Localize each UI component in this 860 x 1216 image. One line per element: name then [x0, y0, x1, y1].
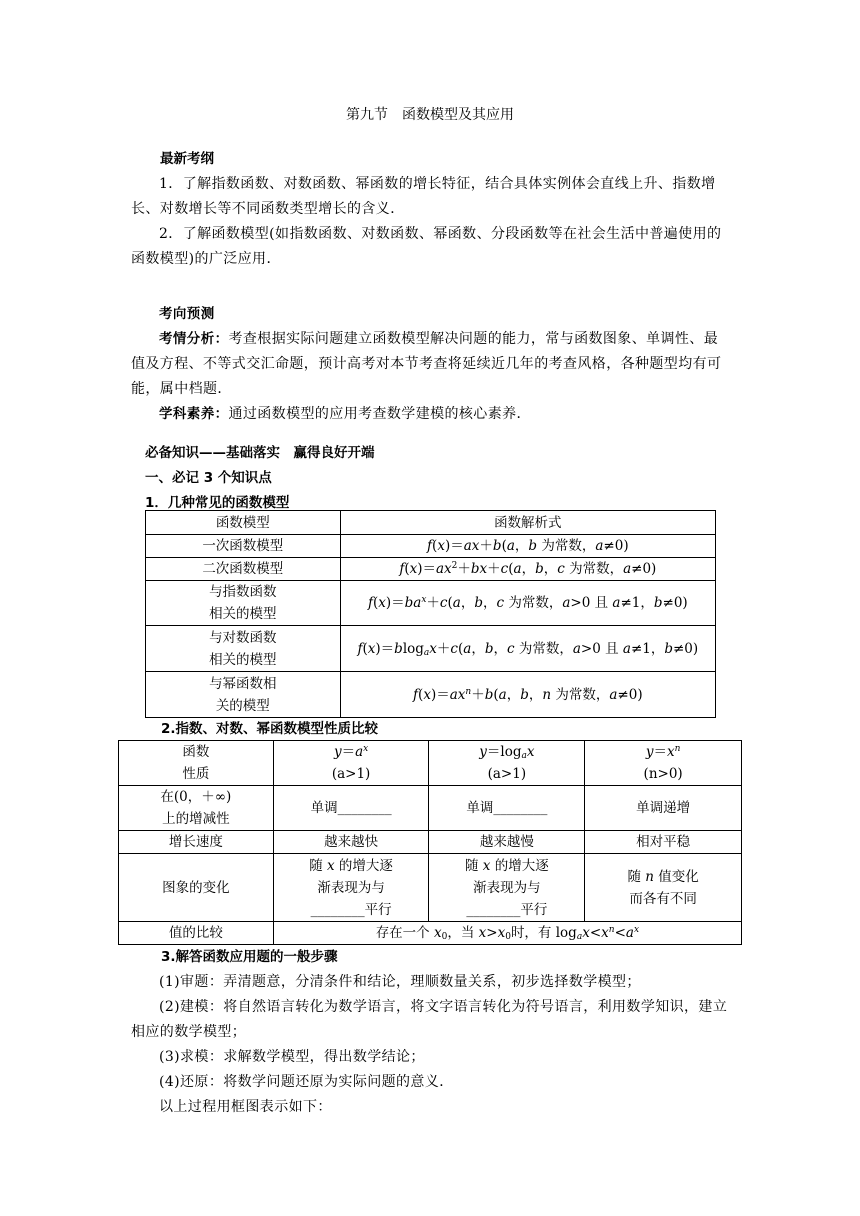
forecast-literacy: 学科素养：通过函数模型的应用考查数学建模的核心素养．	[159, 406, 531, 422]
table2-row-label: 值的比较	[119, 922, 274, 945]
table2-row-label: 在(0，＋∞) 上的增减性	[119, 786, 274, 831]
table-row	[119, 831, 742, 854]
forecast-analysis: 考情分析：考查根据实际问题建立函数模型解决问题的能力，常与函数图象、单调性、最值及方程、不等式交汇命题，预计高考对本节考查将延续近几年的考查风格，各种题型均有可能，属中档题．	[131, 331, 722, 397]
table2-heading: 2.指数、对数、幂函数模型性质比较	[161, 721, 379, 737]
page-title: 第九节 函数模型及其应用	[346, 107, 514, 123]
syllabus-item-1: 1．了解指数函数、对数函数、幂函数的增长特征，结合具体实例体会直线上升、指数增长、对数增长等不同函数类型增长的含义．	[131, 176, 716, 217]
table2-col-log: $y=\log_ax$ (a>1)	[429, 741, 585, 786]
table-row	[146, 535, 716, 558]
knowledge-sub2: 1．几种常见的函数模型	[145, 495, 290, 511]
table-row	[146, 581, 716, 626]
table1-formula-cell: $f(x)=ax^2+bx+c(a$，b，c 为常数，a≠0)	[340, 558, 715, 581]
steps-section	[131, 970, 731, 1120]
table2-row-label: 图象的变化	[119, 854, 274, 922]
table1-formula-cell: f(x)＝blog$_a$x＋c(a，b，c 为常数，a>0 且 a≠1，b≠0)	[340, 626, 715, 672]
table2-cell: 单调________	[429, 786, 585, 831]
property-comparison-table	[118, 740, 742, 945]
table2-cell: 越来越慢	[429, 831, 585, 854]
table1-model-cell: 二次函数模型	[146, 558, 341, 581]
table2-cell: 单调递增	[585, 786, 742, 831]
syllabus-section	[131, 172, 731, 272]
table1-formula-cell: f(x)＝ax＋b(a，b 为常数，a≠0)	[340, 535, 715, 558]
table1-model-cell: 一次函数模型	[146, 535, 341, 558]
table1-model-cell: 与幂函数相 关的模型	[146, 672, 341, 718]
table-row	[119, 854, 742, 922]
step-4: (4)还原：将数学问题还原为实际问题的意义．	[159, 1074, 454, 1090]
table-row	[146, 626, 716, 672]
table2-row-label: 增长速度	[119, 831, 274, 854]
table1-header-model: 函数模型	[146, 511, 341, 535]
forecast-heading: 考向预测	[159, 306, 215, 322]
step-5: 以上过程用框图表示如下：	[159, 1099, 332, 1115]
table1-formula-cell: $f(x)=ax^n+b(a$，b，n 为常数，a≠0)	[340, 672, 715, 718]
table-row	[146, 672, 716, 718]
steps-heading: 3.解答函数应用题的一般步骤	[161, 949, 338, 965]
knowledge-sub1: 一、必记 3 个知识点	[145, 470, 272, 486]
step-1: (1)审题：弄清题意，分清条件和结论，理顺数量关系，初步选择数学模型；	[159, 974, 641, 990]
table2-cell: 单调________	[273, 786, 429, 831]
forecast-section	[131, 302, 731, 427]
table2-col-exp: $y=a^x$ (a>1)	[273, 741, 429, 786]
table1-model-cell: 与对数函数 相关的模型	[146, 626, 341, 672]
table2-corner-cell: 函数 性质	[119, 741, 274, 786]
steps-heading-block	[161, 945, 761, 970]
step-2: (2)建模：将自然语言转化为数学语言，将文字语言转化为符号语言，利用数学知识，建立相应的数学模型；	[131, 999, 728, 1040]
table2-heading-block	[161, 717, 761, 742]
table2-header-row	[119, 741, 742, 786]
function-model-table	[145, 510, 716, 718]
table2-cell: 随 x 的增大逐 渐表现为与 ________平行	[273, 854, 429, 922]
table2-cell: 随 n 值变化 而各有不同	[585, 854, 742, 922]
table1-formula-cell: $f(x)=ba^x+c(a$，b，c 为常数，a>0 且 a≠1，b≠0)	[340, 581, 715, 626]
table-row	[146, 558, 716, 581]
table1-model-cell: 与指数函数 相关的模型	[146, 581, 341, 626]
table2-cell: 随 x 的增大逐 渐表现为与 ________平行	[429, 854, 585, 922]
table-row	[119, 922, 742, 945]
knowledge-heading: 必备知识——基础落实 赢得良好开端	[145, 445, 375, 461]
knowledge-heading-block	[145, 441, 745, 516]
table2-cell: 相对平稳	[585, 831, 742, 854]
syllabus-heading: 最新考纲	[160, 151, 214, 167]
table1-header-formula: 函数解析式	[340, 511, 715, 535]
table-row	[119, 786, 742, 831]
table1-header-row	[146, 511, 716, 535]
table2-col-power: $y=x^n$ (n>0)	[585, 741, 742, 786]
syllabus-item-2: 2．了解函数模型(如指数函数、对数函数、幂函数、分段函数等在社会生活中普遍使用的函数模型)的广泛应用．	[131, 226, 722, 267]
table2-compare-cell: 存在一个 $x_0$，当 $x>x_0$时，有 $\log_ax<x^n<a^x$	[273, 922, 741, 945]
step-3: (3)求模：求解数学模型，得出数学结论；	[159, 1049, 425, 1065]
table2-cell: 越来越快	[273, 831, 429, 854]
